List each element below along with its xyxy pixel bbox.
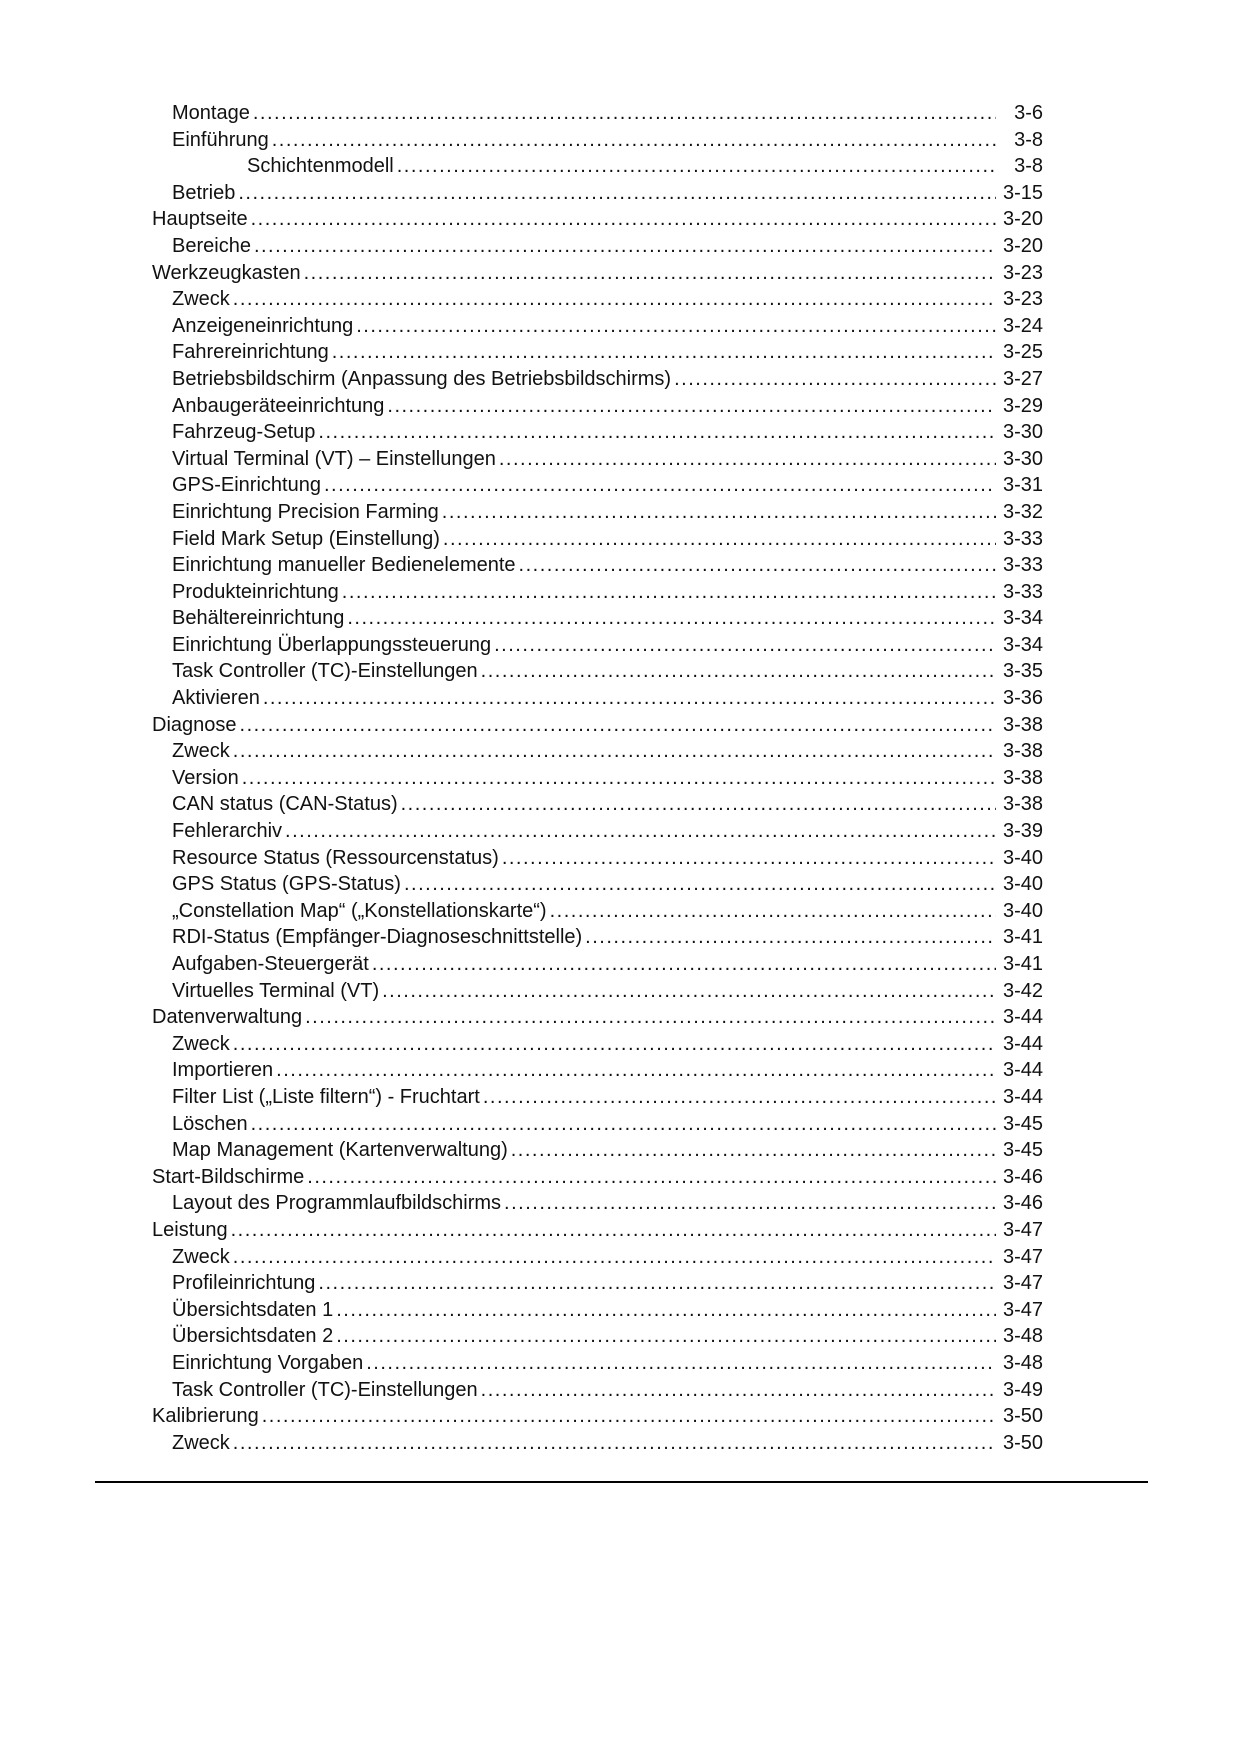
toc-entry-label: Layout des Programmlaufbildschirms xyxy=(172,1192,502,1215)
toc-entry-page: 3-30 xyxy=(1002,421,1043,444)
toc-entry-label: Aufgaben-Steuergerät xyxy=(172,953,369,975)
toc-leader-dots xyxy=(251,206,996,233)
toc-entry-page: 3-47 xyxy=(1002,1272,1043,1295)
toc-entry-page: 3-38 xyxy=(1002,766,1043,789)
toc-leader-dots xyxy=(511,1137,996,1164)
toc-entry-label: Anbaugeräteeinrichtung xyxy=(172,394,385,417)
toc-entry-page: 3-36 xyxy=(1002,687,1043,710)
toc-entry xyxy=(152,260,1043,287)
toc-entry xyxy=(152,499,1043,526)
toc-leader-dots xyxy=(253,100,996,127)
toc-entry xyxy=(152,1164,1043,1191)
toc-entry xyxy=(152,1084,1043,1111)
toc-leader-dots xyxy=(483,1084,996,1111)
toc-entry xyxy=(152,1190,1043,1217)
toc-leader-dots xyxy=(481,1377,996,1404)
toc-entry xyxy=(152,153,1043,180)
toc-leader-dots xyxy=(502,845,996,872)
toc-entry xyxy=(152,871,1043,898)
toc-entry xyxy=(152,339,1043,366)
toc-entry-label: Fehlerarchiv xyxy=(172,820,283,843)
toc-entry xyxy=(152,313,1043,340)
toc-entry-page: 3-50 xyxy=(1002,1431,1043,1454)
toc-leader-dots xyxy=(442,499,996,526)
toc-leader-dots xyxy=(254,233,996,260)
toc-entry-label: Behältereinrichtung xyxy=(172,607,345,630)
toc-entry-page: 3-40 xyxy=(1002,846,1043,869)
toc-leader-dots xyxy=(347,605,996,632)
toc-entry-label: Bereiche xyxy=(172,234,251,257)
toc-entry-label: Hauptseite xyxy=(152,208,248,231)
toc-entry-page: 3-47 xyxy=(1002,1298,1043,1321)
toc-entry xyxy=(152,552,1043,579)
toc-entry-label: Task Controller (TC)-Einstellungen xyxy=(172,1378,478,1401)
toc-entry-label: Map Management (Kartenverwaltung) xyxy=(172,1139,508,1162)
toc-entry xyxy=(152,898,1043,925)
toc-entry-label: „Constellation Map“ („Konstellationskarte“) xyxy=(172,899,547,922)
toc-entry-label: Diagnose xyxy=(152,713,237,736)
toc-entry xyxy=(152,658,1043,685)
toc-entry-page: 3-45 xyxy=(1002,1139,1043,1162)
toc-entry xyxy=(152,1244,1043,1271)
toc-entry-label: Importieren xyxy=(172,1059,274,1082)
toc-entry-page: 3-8 xyxy=(1014,128,1043,151)
toc-entry xyxy=(152,791,1043,818)
toc-leader-dots xyxy=(233,738,996,765)
toc-entry-label: GPS Status (GPS-Status) xyxy=(172,873,401,896)
toc-entry-page: 3-23 xyxy=(1002,288,1043,311)
toc-list xyxy=(152,100,1043,1456)
toc-entry-page: 3-38 xyxy=(1002,740,1043,763)
toc-entry-page: 3-30 xyxy=(1002,447,1043,470)
toc-entry-label: Zweck xyxy=(172,288,230,311)
toc-entry xyxy=(152,924,1043,951)
toc-entry-label: Resource Status (Ressourcenstatus) xyxy=(172,846,499,869)
toc-leader-dots xyxy=(494,632,996,659)
toc-entry-label: GPS-Einrichtung xyxy=(172,474,321,497)
toc-entry-label: Virtuelles Terminal (VT) xyxy=(172,979,380,1002)
toc-entry xyxy=(152,1323,1043,1350)
toc-entry-page: 3-44 xyxy=(1002,1006,1043,1029)
toc-entry-page: 3-15 xyxy=(1002,181,1043,204)
toc-entry-label: Einrichtung manueller Bedienelemente xyxy=(172,554,516,577)
toc-entry-label: Montage xyxy=(172,102,250,124)
toc-entry-label: Version xyxy=(172,766,239,789)
toc-leader-dots xyxy=(238,180,996,207)
toc-entry xyxy=(152,100,1043,127)
toc-entry-label: Schichtenmodell xyxy=(247,155,394,178)
toc-leader-dots xyxy=(504,1190,996,1217)
toc-entry-page: 3-44 xyxy=(1002,1059,1043,1082)
toc-entry-page: 3-8 xyxy=(1014,155,1043,178)
toc-leader-dots xyxy=(262,1403,996,1430)
toc-leader-dots xyxy=(332,339,996,366)
toc-entry-label: Betrieb xyxy=(172,181,236,204)
toc-leader-dots xyxy=(336,1323,996,1350)
toc-leader-dots xyxy=(356,313,996,340)
toc-entry-page: 3-29 xyxy=(1002,394,1043,417)
toc-entry-label: Einrichtung Überlappungssteuerung xyxy=(172,633,492,656)
toc-entry xyxy=(152,818,1043,845)
toc-leader-dots xyxy=(404,871,996,898)
toc-leader-dots xyxy=(387,393,996,420)
toc-leader-dots xyxy=(285,818,996,845)
toc-leader-dots xyxy=(304,260,996,287)
toc-entry-page: 3-48 xyxy=(1002,1351,1043,1374)
toc-entry-label: Start-Bildschirme xyxy=(152,1165,305,1188)
toc-leader-dots xyxy=(550,898,996,925)
toc-entry-page: 3-34 xyxy=(1002,633,1043,656)
toc-leader-dots xyxy=(324,472,996,499)
footer-rule xyxy=(95,1481,1148,1483)
toc-entry-label: Einrichtung Vorgaben xyxy=(172,1351,364,1374)
toc-entry xyxy=(152,951,1043,978)
toc-entry-label: Zweck xyxy=(172,1245,230,1268)
toc-leader-dots xyxy=(366,1350,996,1377)
toc-leader-dots xyxy=(397,153,996,180)
toc-entry-page: 3-32 xyxy=(1002,500,1043,523)
toc-entry xyxy=(152,632,1043,659)
toc-entry-page: 3-33 xyxy=(1002,527,1043,550)
toc-leader-dots xyxy=(233,1031,996,1058)
toc-entry-page: 3-33 xyxy=(1002,554,1043,577)
toc-leader-dots xyxy=(481,658,996,685)
toc-entry-label: Übersichtsdaten 2 xyxy=(172,1325,334,1348)
toc-entry-page: 3-46 xyxy=(1002,1192,1043,1215)
toc-entry-page: 3-38 xyxy=(1002,793,1043,816)
toc-entry xyxy=(152,712,1043,739)
toc-entry-page: 3-33 xyxy=(1002,580,1043,603)
toc-entry-page: 3-24 xyxy=(1002,314,1043,337)
toc-entry-label: Löschen xyxy=(172,1112,248,1135)
toc-entry xyxy=(152,1297,1043,1324)
toc-entry-label: Datenverwaltung xyxy=(152,1006,303,1029)
toc-entry-label: Einführung xyxy=(172,128,269,151)
toc-entry-page: 3-27 xyxy=(1002,367,1043,390)
toc-entry-label: Kalibrierung xyxy=(152,1405,259,1428)
toc-entry xyxy=(152,1137,1043,1164)
toc-entry-label: Filter List („Liste filtern“) - Fruchtart xyxy=(172,1085,480,1108)
toc-entry-page: 3-47 xyxy=(1002,1245,1043,1268)
toc-entry-page: 3-46 xyxy=(1002,1165,1043,1188)
toc-entry xyxy=(152,127,1043,154)
toc-leader-dots xyxy=(372,951,996,978)
toc-entry xyxy=(152,765,1043,792)
toc-entry-page: 3-41 xyxy=(1002,926,1043,949)
toc-entry-label: Übersichtsdaten 1 xyxy=(172,1298,334,1321)
toc-leader-dots xyxy=(674,366,996,393)
toc-entry-label: Produkteinrichtung xyxy=(172,580,339,603)
toc-leader-dots xyxy=(336,1297,996,1324)
toc-entry-page: 3-45 xyxy=(1002,1112,1043,1135)
toc-entry xyxy=(152,1270,1043,1297)
toc-entry-label: Anzeigeneinrichtung xyxy=(172,314,354,337)
toc-entry-label: Betriebsbildschirm (Anpassung des Betriebsbildschirms) xyxy=(172,367,672,390)
toc-entry-label: RDI-Status (Empfänger-Diagnoseschnittstelle) xyxy=(172,926,583,949)
toc-entry-page: 3-23 xyxy=(1002,261,1043,284)
toc-entry-page: 3-39 xyxy=(1002,820,1043,843)
toc-entry-page: 3-20 xyxy=(1002,208,1043,231)
toc-leader-dots xyxy=(499,446,996,473)
toc-leader-dots xyxy=(342,579,996,606)
toc-entry xyxy=(152,845,1043,872)
toc-leader-dots xyxy=(233,1430,996,1457)
toc-leader-dots xyxy=(585,924,996,951)
toc-entry xyxy=(152,1057,1043,1084)
toc-leader-dots xyxy=(231,1217,996,1244)
toc-leader-dots xyxy=(443,526,996,553)
toc-entry-label: Zweck xyxy=(172,1032,230,1055)
toc-entry xyxy=(152,366,1043,393)
toc-leader-dots xyxy=(382,978,996,1005)
toc-entry xyxy=(152,1111,1043,1138)
toc-entry-page: 3-6 xyxy=(1014,102,1043,124)
toc-entry-label: Field Mark Setup (Einstellung) xyxy=(172,527,440,550)
toc-entry-label: Virtual Terminal (VT) – Einstellungen xyxy=(172,447,496,470)
toc-entry-label: Fahrereinrichtung xyxy=(172,341,329,364)
toc-entry-page: 3-25 xyxy=(1002,341,1043,364)
toc-leader-dots xyxy=(233,1244,996,1271)
toc-entry-label: Fahrzeug-Setup xyxy=(172,421,316,444)
toc-entry-label: Werkzeugkasten xyxy=(152,261,301,284)
toc-leader-dots xyxy=(263,685,996,712)
toc-entry xyxy=(152,1430,1043,1457)
toc-entry xyxy=(152,1377,1043,1404)
toc-leader-dots xyxy=(519,552,996,579)
toc-entry-page: 3-38 xyxy=(1002,713,1043,736)
toc-entry-page: 3-31 xyxy=(1002,474,1043,497)
toc-leader-dots xyxy=(251,1111,996,1138)
toc-leader-dots xyxy=(233,286,996,313)
toc-leader-dots xyxy=(305,1004,996,1031)
toc-entry-page: 3-20 xyxy=(1002,234,1043,257)
toc-entry-page: 3-35 xyxy=(1002,660,1043,683)
toc-entry-label: Leistung xyxy=(152,1218,228,1241)
toc-leader-dots xyxy=(318,1270,996,1297)
toc-entry-page: 3-48 xyxy=(1002,1325,1043,1348)
toc-entry-label: CAN status (CAN-Status) xyxy=(172,793,398,816)
toc-leader-dots xyxy=(307,1164,996,1191)
toc-entry xyxy=(152,685,1043,712)
toc-entry xyxy=(152,605,1043,632)
toc-entry-page: 3-40 xyxy=(1002,899,1043,922)
toc-entry-label: Aktivieren xyxy=(172,687,260,710)
toc-entry xyxy=(152,1004,1043,1031)
toc-entry-label: Zweck xyxy=(172,740,230,763)
toc-entry xyxy=(152,1217,1043,1244)
toc-leader-dots xyxy=(240,712,996,739)
toc-entry-page: 3-34 xyxy=(1002,607,1043,630)
toc-entry xyxy=(152,233,1043,260)
toc-entry-page: 3-50 xyxy=(1002,1405,1043,1428)
toc-entry-page: 3-49 xyxy=(1002,1378,1043,1401)
toc-entry xyxy=(152,1031,1043,1058)
toc-entry xyxy=(152,738,1043,765)
toc-entry-label: Profileinrichtung xyxy=(172,1272,316,1295)
toc-entry xyxy=(152,446,1043,473)
toc-leader-dots xyxy=(276,1057,996,1084)
toc-entry-label: Task Controller (TC)-Einstellungen xyxy=(172,660,478,683)
toc-entry-page: 3-44 xyxy=(1002,1085,1043,1108)
toc-entry xyxy=(152,206,1043,233)
toc-leader-dots xyxy=(272,127,996,154)
toc-entry xyxy=(152,286,1043,313)
toc-leader-dots xyxy=(401,791,996,818)
toc-entry xyxy=(152,978,1043,1005)
toc-entry-page: 3-42 xyxy=(1002,979,1043,1002)
toc-entry xyxy=(152,579,1043,606)
toc-entry-label: Einrichtung Precision Farming xyxy=(172,500,439,523)
toc-entry xyxy=(152,1403,1043,1430)
toc-entry xyxy=(152,393,1043,420)
toc-entry xyxy=(152,472,1043,499)
toc-entry xyxy=(152,180,1043,207)
toc-entry xyxy=(152,419,1043,446)
toc-entry-label: Zweck xyxy=(172,1431,230,1454)
toc-entry-page: 3-44 xyxy=(1002,1032,1043,1055)
toc-entry-page: 3-41 xyxy=(1002,953,1043,975)
toc-entry xyxy=(152,526,1043,553)
toc-entry xyxy=(152,1350,1043,1377)
toc-leader-dots xyxy=(242,765,996,792)
toc-entry-page: 3-47 xyxy=(1002,1218,1043,1241)
toc-entry-page: 3-40 xyxy=(1002,873,1043,896)
toc-leader-dots xyxy=(318,419,996,446)
